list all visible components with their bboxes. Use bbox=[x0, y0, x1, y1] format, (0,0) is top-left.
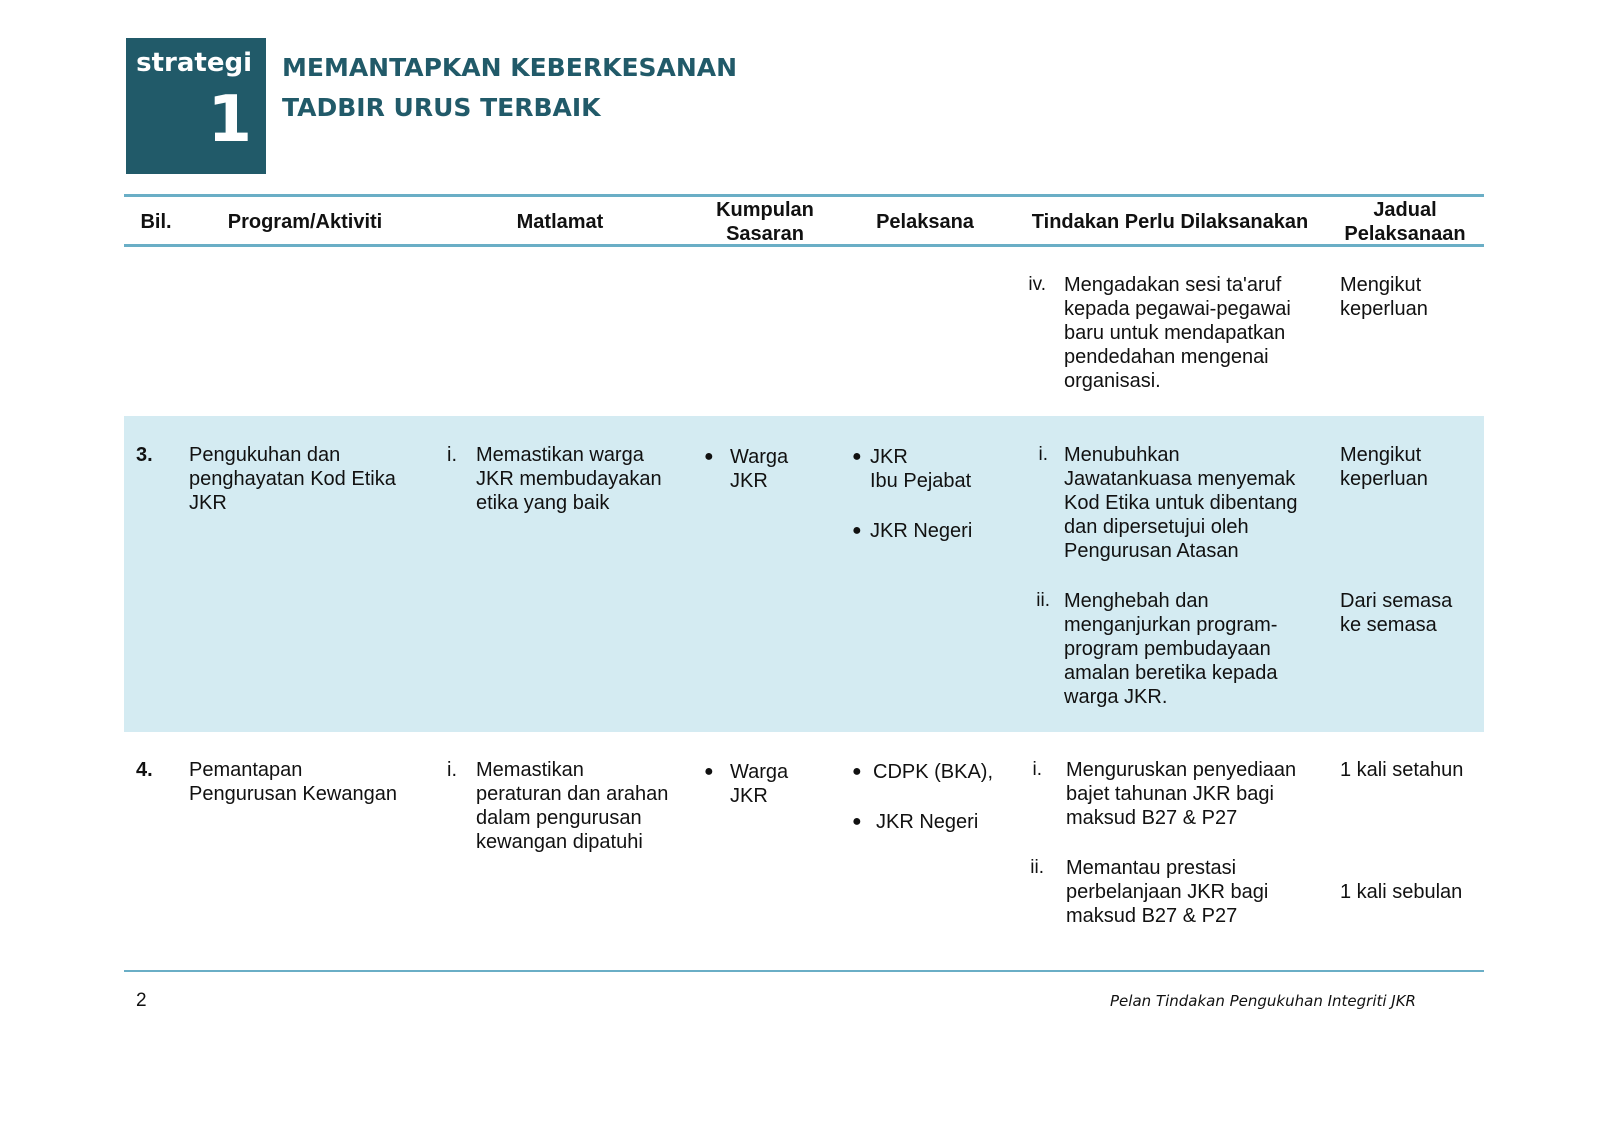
row-3-action-1: Menubuhkan Jawatankuasa menyemak Kod Etika untuk dibentang dan dipersetujui oleh Pengurusan Atasan bbox=[1064, 444, 1298, 562]
bullet-icon: ● bbox=[852, 448, 862, 465]
row-3-schedule-2: Dari semasa ke semasa bbox=[1340, 590, 1453, 636]
column-header-program: Program/Aktiviti bbox=[227, 211, 383, 233]
strategy-badge bbox=[126, 38, 266, 174]
row-4-action-2-number: ii. bbox=[1030, 857, 1044, 878]
row-4-action-1: Menguruskan penyediaan bajet tahunan JKR bagi maksud B27 & P27 bbox=[1066, 759, 1297, 829]
bullet-icon: ● bbox=[852, 763, 862, 780]
column-header-bil: Bil. bbox=[140, 211, 172, 233]
footer-rule bbox=[124, 970, 1484, 972]
row-3-program: Pengukuhan dan penghayatan Kod Etika JKR bbox=[189, 444, 396, 514]
column-header-kumpulan: Kumpulan Sasaran bbox=[716, 199, 814, 245]
document-title: Pelan Tindakan Pengukuhan Integriti JKR bbox=[1110, 992, 1416, 1010]
bullet-icon: ● bbox=[704, 448, 714, 465]
row-4-goal: Memastikan peraturan dan arahan dalam pengurusan kewangan dipatuhi bbox=[476, 759, 669, 853]
row-3-action-2-number: ii. bbox=[1036, 590, 1050, 611]
column-header-tindakan: Tindakan Perlu Dilaksanakan bbox=[1031, 211, 1309, 233]
strategy-badge-number: 1 bbox=[207, 83, 252, 157]
page-title bbox=[282, 48, 737, 128]
row-3-executor-2: JKR Negeri bbox=[870, 520, 973, 542]
bullet-icon: ● bbox=[852, 522, 862, 539]
row-3-target-group: Warga JKR bbox=[730, 446, 789, 492]
row-4-executor-1: CDPK (BKA), bbox=[873, 761, 994, 783]
table-top-rule bbox=[124, 194, 1484, 197]
row-3-number: 3. bbox=[136, 444, 153, 466]
column-header-pelaksana: Pelaksana bbox=[876, 211, 974, 233]
column-header-matlamat: Matlamat bbox=[516, 211, 604, 233]
row-3-action-1-number: i. bbox=[1038, 444, 1048, 465]
strategy-badge-word: strategi bbox=[136, 48, 252, 78]
row-4-schedule-2: 1 kali sebulan bbox=[1340, 881, 1463, 903]
row-3-executor-1: JKR Ibu Pejabat bbox=[870, 446, 972, 492]
page-title-line-1: MEMANTAPKAN KEBERKESANAN bbox=[282, 53, 738, 82]
row-3-schedule-1: Mengikut keperluan bbox=[1340, 444, 1428, 490]
row-4-action-1-number: i. bbox=[1032, 759, 1042, 780]
row-4-action-2: Memantau prestasi perbelanjaan JKR bagi maksud B27 & P27 bbox=[1066, 857, 1269, 927]
row-3-goal-number: i. bbox=[447, 444, 457, 466]
column-header-jadual: Jadual Pelaksanaan bbox=[1344, 199, 1466, 245]
bullet-icon: ● bbox=[704, 763, 714, 780]
bullet-icon: ● bbox=[852, 813, 862, 830]
row-4-schedule-1: 1 kali setahun bbox=[1340, 759, 1464, 781]
continued-schedule: Mengikut keperluan bbox=[1340, 274, 1428, 320]
row-4-target-group: Warga JKR bbox=[730, 761, 789, 807]
continued-action-number: iv. bbox=[1028, 274, 1046, 295]
page-number: 2 bbox=[136, 990, 147, 1011]
row-4-executor-2: JKR Negeri bbox=[876, 811, 979, 833]
row-4-goal-number: i. bbox=[447, 759, 457, 781]
row-4-program: Pemantapan Pengurusan Kewangan bbox=[189, 759, 397, 805]
row-4-number: 4. bbox=[136, 759, 153, 781]
row-3-goal: Memastikan warga JKR membudayakan etika yang baik bbox=[476, 444, 662, 514]
row-3-action-2: Menghebah dan menganjurkan program- program pembudayaan amalan beretika kepada warga JKR. bbox=[1064, 590, 1278, 708]
page-title-line-2: TADBIR URUS TERBAIK bbox=[282, 93, 601, 122]
continued-action-text: Mengadakan sesi ta'aruf kepada pegawai-pegawai baru untuk mendapatkan pendedahan mengenai organisasi. bbox=[1064, 274, 1291, 392]
